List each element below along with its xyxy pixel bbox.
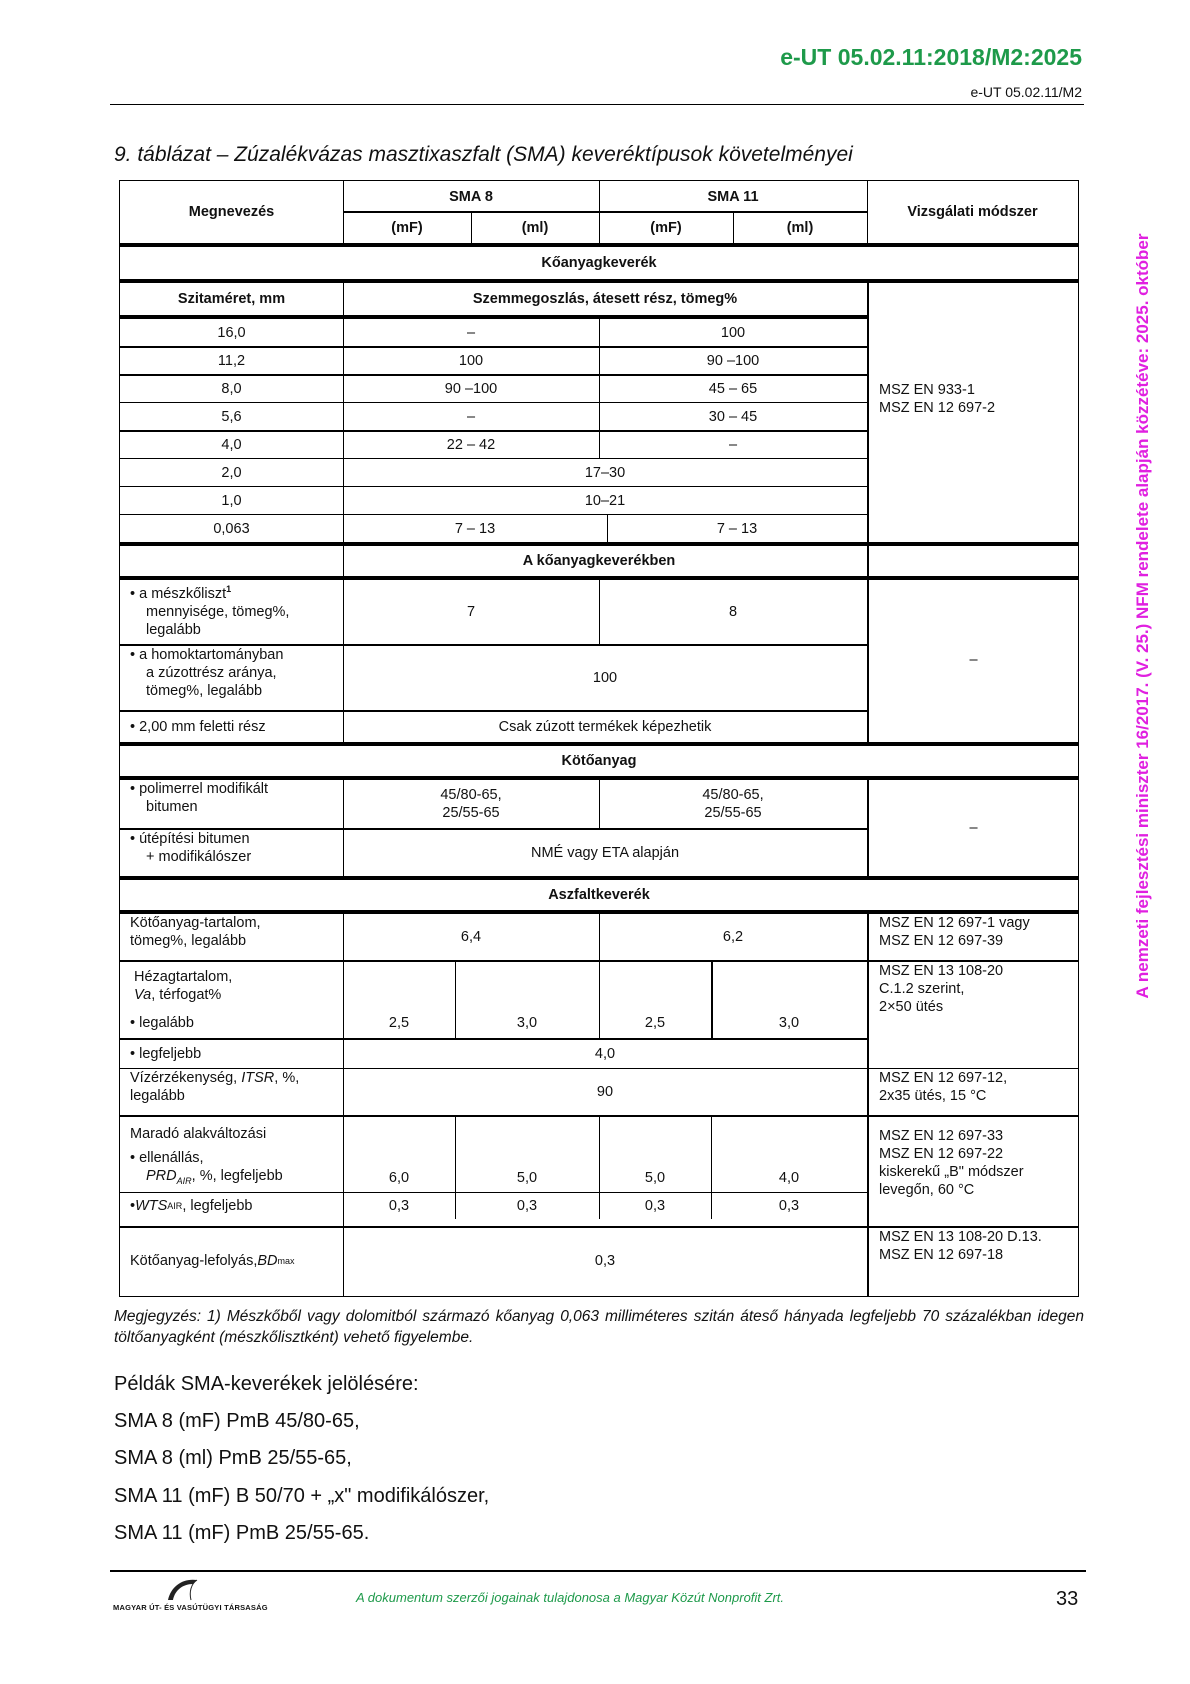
section-aszfaltkeverek: Aszfaltkeverék (548, 887, 650, 903)
copyright-notice: A dokumentum szerzői jogainak tulajdonosa a Magyar Közút Nonprofit Zrt. (356, 1590, 785, 1605)
sieve-cell: 2,0 (221, 464, 242, 481)
logo-swoosh-icon (113, 1572, 263, 1602)
sma8-cell: 7 – 13 (454, 520, 496, 537)
sma11-cell: 7 – 13 (716, 520, 758, 537)
header-divider (110, 104, 1084, 105)
binder-method: – (969, 820, 978, 836)
voids-max-label: • legfeljebb (130, 1046, 202, 1062)
section-koanyagkeverek: Kőanyagkeverék (541, 255, 657, 271)
voids-min-label: • legalább (130, 1015, 194, 1031)
sma8-cell: 100 (458, 352, 484, 369)
header-sma8-ml: (ml) (521, 219, 549, 236)
voids-label: Hézagtartalom, Va, térfogat% (134, 969, 233, 1003)
binder-content-label: Kötőanyag-tartalom, tömeg%, legalább (130, 915, 261, 949)
sieve-cell: 0,063 (213, 520, 250, 537)
sma8-cell: 7 (466, 604, 476, 620)
both-cell: 0,3 (594, 1253, 616, 1269)
voids-method: MSZ EN 13 108-20 C.1.2 szerint, 2×50 ütés (879, 963, 1004, 1015)
sieve-cell: 11,2 (217, 352, 246, 369)
sieve-cell: 1,0 (221, 492, 242, 509)
sieve-cell: 5,6 (221, 408, 242, 425)
sma8-cell: 90 –100 (444, 380, 498, 397)
sma11-cell: 90 –100 (706, 352, 760, 369)
both-cell: 17–30 (584, 464, 626, 481)
sma8-ml-cell: 5,0 (516, 1170, 538, 1186)
sma11-mf-cell: 0,3 (644, 1198, 666, 1214)
sma8-cell: 22 – 42 (446, 436, 496, 453)
sma11-cell: 100 (720, 324, 746, 341)
binder-pmb-label: • polimerrel modifikált bitumen (130, 781, 269, 815)
wts-label: • WTS AIR , legfeljebb (130, 1198, 253, 1214)
sma11-mf-cell: 5,0 (644, 1170, 666, 1186)
mix-row-crushed-label: • a homoktartományban a zúzottrész aránya, tömeg%, legalább (130, 647, 284, 699)
table-footnote: Megjegyzés: 1) Mészkőből vagy dolomitból származó kőanyag 0,063 milliméteres szitán áteső hányada legfeljebb 70 százalékban idegen töltőanyagként (mészkőlisztként) vehető figyelembe. (114, 1308, 1084, 1346)
sma11-cell: 30 – 45 (708, 408, 758, 425)
sma11-mf-cell: 2,5 (644, 1015, 666, 1031)
sma11-cell: 6,2 (722, 929, 744, 945)
society-logo: MAGYAR ÚT- ÉS VASÚTÜGYI TÁRSASÁG (113, 1572, 263, 1612)
grading-col-sieve: Szitaméret, mm (177, 291, 286, 307)
sma8-ml-cell: 0,3 (516, 1198, 538, 1214)
example-item: SMA 11 (mF) B 50/70 + „x" modifikálószer, (114, 1485, 490, 1507)
sma8-mf-cell: 2,5 (388, 1015, 410, 1031)
mix-row-filler-label: • a mészkőliszt$^1$ mennyisége, tömeg%, legalább (130, 584, 290, 638)
grading-method: MSZ EN 933-1 MSZ EN 12 697-2 (879, 382, 996, 416)
header-sma11-mf: (mF) (650, 219, 682, 236)
examples-title: Példák SMA-keverékek jelölésére: (114, 1373, 419, 1395)
grading-col-passing: Szemmegoszlás, átesett rész, tömeg% (472, 291, 738, 307)
sma8-cell: 6,4 (460, 929, 482, 945)
header-sma11: SMA 11 (707, 188, 759, 205)
header-sma8: SMA 8 (449, 188, 493, 205)
both-cell: Csak zúzott termékek képezhetik (498, 719, 712, 735)
header-sma8-mf: (mF) (391, 219, 423, 236)
sma8-cell: – (466, 408, 476, 425)
sma11-cell: 45 – 65 (708, 380, 758, 397)
sma8-cell: – (466, 324, 476, 341)
example-item: SMA 8 (ml) PmB 25/55-65, (114, 1447, 352, 1469)
both-cell: 10–21 (584, 492, 626, 509)
sieve-cell: 8,0 (221, 380, 242, 397)
header-sma11-ml: (ml) (786, 219, 814, 236)
document-subtitle: e-UT 05.02.11/M2 (970, 84, 1082, 100)
sma8-mf-cell: 6,0 (388, 1170, 410, 1186)
table-caption: 9. táblázat – Zúzalékvázas masztixaszfalt (SMA) keveréktípusok követelményei (114, 143, 853, 166)
mix-method: – (969, 652, 978, 668)
side-publication-note: A nemzeti fejlesztési miniszter 16/2017. (V. 25.) NFM rendelete alapján közzétéve: 2025. október (1133, 233, 1152, 999)
sma11-ml-cell: 0,3 (778, 1198, 800, 1214)
document-id: e-UT 05.02.11:2018/M2:2025 (780, 44, 1082, 70)
rut-method: MSZ EN 12 697-33 MSZ EN 12 697-22 kiskerekű „B" módszer levegőn, 60 °C (879, 1128, 1024, 1198)
both-cell: 100 (592, 670, 618, 686)
sma8-cell: 45/80-65, 25/55-65 (440, 787, 502, 821)
itsr-label: Vízérzékenység, ITSR, %, legalább (130, 1070, 300, 1104)
sieve-cell: 16,0 (217, 324, 246, 341)
binder-modified-label: • útépítési bitumen + modifikálószer (130, 831, 252, 865)
section-kotoanyag: Kötőanyag (561, 753, 637, 769)
sma8-ml-cell: 3,0 (516, 1015, 538, 1031)
example-item: SMA 8 (mF) PmB 45/80-65, (114, 1410, 360, 1432)
sma8-mf-cell: 0,3 (388, 1198, 410, 1214)
itsr-method: MSZ EN 12 697-12, 2x35 ütés, 15 °C (879, 1070, 1008, 1104)
binder-content-method: MSZ EN 12 697-1 vagy MSZ EN 12 697-39 (879, 915, 1030, 949)
requirements-table (119, 180, 1079, 1297)
sma11-ml-cell: 4,0 (778, 1170, 800, 1186)
sieve-cell: 4,0 (221, 436, 242, 453)
drain-method: MSZ EN 13 108-20 D.13. MSZ EN 12 697-18 (879, 1229, 1042, 1263)
header-name: Megnevezés (188, 204, 275, 220)
both-cell: 4,0 (594, 1046, 616, 1062)
both-cell: 90 (596, 1084, 614, 1100)
sma11-cell: 45/80-65, 25/55-65 (702, 787, 764, 821)
example-item: SMA 11 (mF) PmB 25/55-65. (114, 1522, 370, 1544)
section-a-koanyagkeverekben: A kőanyagkeverékben (522, 553, 676, 569)
header-method: Vizsgálati módszer (907, 204, 1038, 220)
sma11-cell: – (728, 436, 738, 453)
drain-label: Kötőanyag-lefolyás, BD max (130, 1253, 295, 1269)
prd-label: • ellenállás, $PRD_{AIR}$, %, legfeljebb (130, 1150, 283, 1186)
rut-label: Maradó alakváltozási (130, 1126, 267, 1142)
page-number: 33 (1056, 1588, 1079, 1610)
mix-row-above2mm-label: • 2,00 mm feletti rész (130, 719, 266, 735)
sma11-cell: 8 (728, 604, 738, 620)
both-cell: NMÉ vagy ETA alapján (530, 845, 680, 861)
sma11-ml-cell: 3,0 (778, 1015, 800, 1031)
